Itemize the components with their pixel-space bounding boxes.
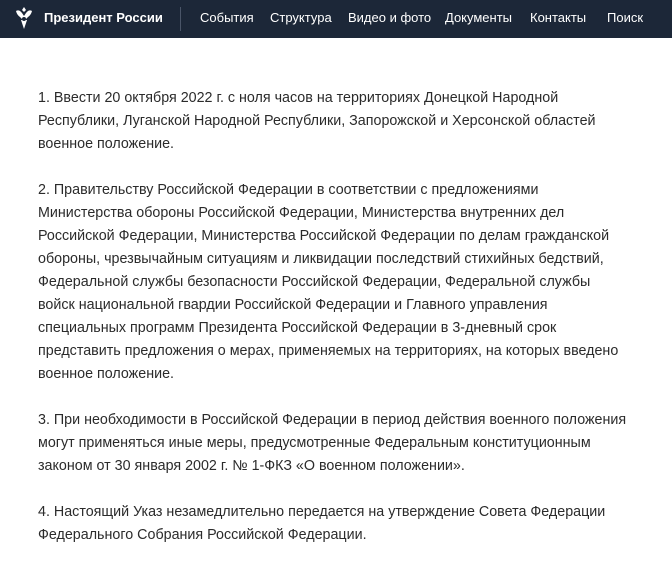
text-line: военное положение. [38, 366, 174, 382]
text-line: 4. Настоящий Указ незамедлительно передается на утверждение Совета Федерации [38, 504, 606, 520]
decree-paragraph-2 [38, 179, 658, 386]
top-navigation-bar [0, 0, 672, 38]
text-line: Министерства обороны Российской Федерации, Министерства внутренних дел [38, 205, 565, 221]
text-line: 2. Правительству Российской Федерации в соответствии с предложениями [38, 182, 539, 198]
text-line: представить предложения о мерах, применяемых на территориях, на которых введено [38, 343, 619, 359]
decree-paragraph-1 [38, 87, 658, 156]
decree-paragraph-3 [38, 409, 658, 478]
nav-link-video-photo[interactable]: Видео и фото [348, 10, 432, 25]
text-line: специальных программ Президента Российской Федерации в 3-дневный срок [38, 320, 557, 336]
nav-link-search[interactable]: Поиск [607, 10, 644, 25]
text-line: Российской Федерации, Министерства Российской Федерации по делам гражданской [38, 228, 610, 244]
text-line: военное положение. [38, 136, 174, 152]
text-line: обороны, чрезвычайным ситуациям и ликвидации последствий стихийных бедствий, [38, 251, 604, 267]
decree-text-body [38, 87, 658, 570]
text-line: Республики, Луганской Народной Республики, Запорожской и Херсонской областей [38, 113, 596, 129]
header-divider [180, 7, 181, 31]
nav-link-structure[interactable]: Структура [270, 10, 332, 25]
nav-link-contacts[interactable]: Контакты [530, 10, 587, 25]
decree-paragraph-4 [38, 501, 658, 547]
nav-link-documents[interactable]: Документы [445, 10, 513, 25]
coat-of-arms-logo-icon[interactable] [13, 5, 35, 31]
text-line: могут применяться иные меры, предусмотренные Федеральным конституционным [38, 435, 591, 451]
text-line: 3. При необходимости в Российской Федерации в период действия военного положения [38, 412, 627, 428]
text-line: Федерального Собрания Российской Федерации. [38, 527, 367, 543]
text-line: законом от 30 января 2002 г. № 1-ФКЗ «О военном положении». [38, 458, 465, 474]
text-line: войск национальной гвардии Российской Федерации и Главного управления [38, 297, 548, 313]
text-line: Федеральной службы безопасности Российской Федерации, Федеральной службы [38, 274, 591, 290]
text-line: 1. Ввести 20 октября 2022 г. с ноля часов на территориях Донецкой Народной [38, 90, 559, 106]
site-brand-link[interactable]: Президент России [44, 10, 163, 25]
nav-link-events[interactable]: События [200, 10, 254, 25]
